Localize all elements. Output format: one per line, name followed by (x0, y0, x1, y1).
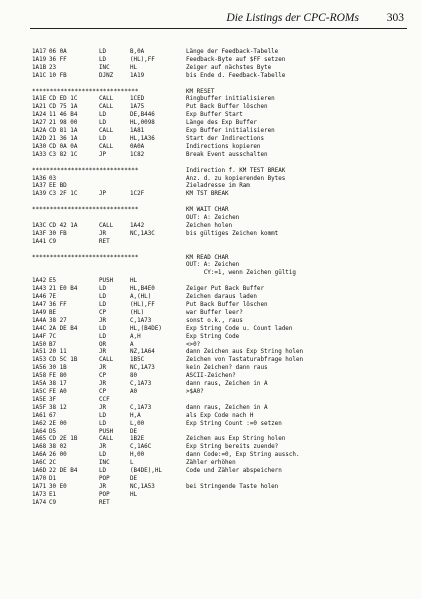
listing-opcode: LD (99, 420, 107, 427)
listing-operands: 1A81 (130, 128, 145, 135)
listing-bytes: CD 42 1A (49, 222, 78, 229)
listing-bytes: 2E 00 (49, 420, 67, 427)
listing-comment: Code und Zähler abspeichern (186, 468, 282, 475)
listing-bytes: E1 (49, 491, 57, 498)
listing-bytes: 38 27 (49, 317, 67, 324)
listing-bytes: CD 5C 1B (49, 357, 78, 364)
listing-bytes: C3 82 1C (49, 151, 78, 158)
listing-line (32, 65, 412, 73)
listing-address: 1A1E (32, 96, 47, 103)
listing-bytes: E5 (49, 278, 57, 285)
listing-line (32, 176, 412, 184)
listing-line (32, 231, 412, 239)
listing-comment: OUT: A: Zeichen (186, 215, 240, 222)
listing-line (32, 326, 412, 334)
listing-opcode: JP (99, 191, 107, 198)
listing-operands: 1B5C (130, 357, 145, 364)
listing-address: 1A37 (32, 183, 47, 190)
listing-opcode: LD (99, 302, 107, 308)
listing-comment: Feedback-Byte auf $FF setzen (186, 56, 286, 63)
listing-address: 1A70 (32, 475, 47, 482)
listing-address: 1A27 (32, 120, 47, 127)
listing-address: 1A51 (32, 349, 47, 356)
listing-operands: HL,1A36 (130, 135, 155, 142)
listing-bytes: 2C (49, 460, 57, 467)
listing-opcode: CALL (99, 104, 114, 111)
listing-bytes: 03 (49, 175, 57, 182)
listing-line (32, 144, 412, 152)
listing-comment: Ringbuffer initialisieren (186, 96, 275, 103)
listing-comment: Exp String bereits zuende? (186, 444, 279, 451)
listing-line (32, 270, 412, 278)
listing-address: 1A73 (32, 491, 47, 498)
listing-operands: 1C82 (130, 151, 145, 158)
listing-address: 1A5C (32, 388, 47, 395)
listing-comment: sonst o.k., raus (186, 317, 243, 324)
listing-comment: CY:=1, wenn Zeichen gültig (186, 270, 296, 277)
listing-address: 1A33 (32, 151, 47, 158)
listing-bytes: 30 E0 (49, 483, 67, 490)
listing-operands: NC,1A53 (130, 483, 155, 490)
listing-line (32, 152, 412, 160)
listing-comment: >$A0? (186, 388, 204, 395)
listing-address: 1A21 (32, 104, 47, 111)
listing-opcode: CP (99, 309, 107, 316)
listing-opcode: LD (99, 49, 107, 55)
listing-line (32, 318, 412, 326)
listing-line (32, 112, 412, 120)
listing-address: 1A42 (32, 278, 47, 285)
listing-address: 1A68 (32, 444, 47, 451)
listing-comment: OUT: A: Zeichen (186, 262, 240, 269)
listing-address: 1A41 (32, 238, 47, 245)
listing-bytes: 20 11 (49, 349, 67, 356)
listing-comment: Exp Buffer initialisieren (186, 128, 275, 135)
listing-line (32, 365, 412, 373)
listing-comment: war Buffer leer? (186, 309, 243, 316)
listing-operands: B,0A (130, 49, 145, 55)
listing-opcode: PUSH (99, 278, 114, 285)
listing-bytes: 36 FF (49, 302, 67, 308)
listing-line (32, 460, 412, 468)
listing-line (32, 357, 412, 365)
listing-address: 1A6C (32, 460, 47, 467)
listing-line (32, 183, 412, 191)
listing-opcode: INC (99, 460, 110, 467)
listing-comment: bis gültiges Zeichen kommt (186, 230, 279, 237)
listing-bytes: BE (49, 309, 57, 316)
listing-opcode: DJNZ (99, 72, 114, 79)
listing-line (32, 128, 412, 136)
listing-comment: Start der Indirections (186, 135, 265, 142)
listing-address: 1A19 (32, 56, 47, 63)
listing-bytes: 23 (49, 64, 57, 71)
listing-line (32, 468, 412, 476)
listing-opcode: POP (99, 491, 110, 498)
listing-comment: dann raus, Zeichen in A (186, 404, 268, 411)
listing-line (32, 223, 412, 231)
listing-line (32, 120, 412, 128)
listing-operands: (B4DE),HL (130, 468, 162, 475)
listing-comment: Zeichen holen (186, 222, 233, 229)
listing-operands: A,(HL) (130, 294, 152, 301)
listing-opcode: LD (99, 135, 107, 142)
listing-comment: dann raus, Zeichen in A (186, 381, 268, 388)
listing-address: 1A62 (32, 420, 47, 427)
listing-opcode: CCF (99, 396, 110, 403)
listing-comment: Break Event ausschalten (186, 151, 268, 158)
listing-bytes: 21 36 1A (49, 135, 78, 142)
listing-comment: bis Ende d. Feedback-Tabelle (186, 72, 286, 79)
listing-opcode: CALL (99, 128, 114, 135)
listing-operands: 1CED (130, 96, 145, 103)
listing-bytes: 7C (49, 333, 57, 340)
listing-line (32, 484, 412, 492)
listing-operands: C,1A73 (130, 317, 152, 324)
listing-operands: HL,(B4DE) (130, 325, 162, 332)
listing-comment: KM READ CHAR (186, 254, 229, 261)
listing-comment: Zeichen von Tastaturabfrage holen (186, 357, 304, 364)
listing-bytes: 3F (49, 396, 57, 403)
listing-bytes: C3 2F 1C (49, 191, 78, 198)
listing-operands: A0 (130, 388, 138, 395)
listing-opcode: JR (99, 381, 107, 388)
listing-line (32, 436, 412, 444)
listing-line (32, 89, 412, 97)
listing-comment: Länge des Exp Buffer (186, 120, 257, 127)
listing-bytes: 30 FB (49, 230, 67, 237)
listing-line (32, 96, 412, 104)
listing-comment: Exp Buffer Start (186, 112, 243, 119)
assembly-listing (32, 49, 412, 508)
listing-address: 1A4A (32, 317, 47, 324)
listing-comment: Exp String Code u. Count laden (186, 325, 293, 332)
listing-comment: Anz. d. zu kopierenden Bytes (186, 175, 286, 182)
listing-comment: bei Stringende Taste holen (186, 483, 279, 490)
listing-bytes: D5 (49, 428, 57, 435)
listing-opcode: RET (99, 499, 110, 506)
listing-operands: C,1A6C (130, 444, 152, 451)
listing-line (32, 215, 412, 223)
listing-opcode: LD (99, 286, 107, 293)
listing-operands: 1B2E (130, 436, 145, 443)
listing-line (32, 476, 412, 484)
listing-address: 1A46 (32, 294, 47, 301)
listing-bytes: EE BD (49, 183, 67, 190)
listing-comment: Zieladresse im Ram (186, 183, 250, 190)
listing-comment: Exp String Count :=0 setzen (186, 420, 282, 427)
listing-comment: Indirections kopieren (186, 143, 261, 150)
listing-opcode: LD (99, 325, 107, 332)
listing-address: 1A74 (32, 499, 47, 506)
listing-line (32, 294, 412, 302)
listing-opcode: LD (99, 412, 107, 419)
listing-comment: Länge der Feedback-Tabelle (186, 49, 279, 55)
listing-opcode: CALL (99, 143, 114, 150)
listing-bytes: D1 (49, 475, 57, 482)
listing-comment: Zeichen daraus laden (186, 294, 257, 301)
listing-bytes: 36 FF (49, 56, 67, 63)
listing-comment: KM RESET (186, 88, 215, 95)
listing-operands: A,H (130, 333, 141, 340)
listing-opcode: JR (99, 483, 107, 490)
listing-bytes: CD 2E 1B (49, 436, 78, 443)
listing-line (32, 255, 412, 263)
listing-opcode: JR (99, 349, 107, 356)
listing-comment: KM WAIT CHAR (186, 207, 229, 214)
listing-line (32, 239, 412, 247)
listing-opcode: JR (99, 230, 107, 237)
listing-bytes: 38 12 (49, 404, 67, 411)
listing-address: 1A17 (32, 49, 47, 55)
listing-bytes: 21 E0 B4 (49, 286, 78, 293)
listing-address: 1A56 (32, 365, 47, 372)
listing-opcode: CP (99, 373, 107, 380)
listing-operands: H,00 (130, 452, 145, 459)
listing-opcode: JP (99, 151, 107, 158)
listing-address: 1A5E (32, 396, 47, 403)
listing-opcode: OR (99, 341, 107, 348)
listing-operands: 1A19 (130, 72, 145, 79)
listing-address: 1A3C (32, 222, 47, 229)
header-rule (30, 28, 407, 29)
listing-bytes: CD 0A 0A (49, 143, 78, 150)
listing-line (32, 160, 412, 168)
listing-operands: NC,1A3C (130, 230, 155, 237)
listing-bytes: 21 98 00 (49, 120, 78, 127)
listing-operands: HL (130, 64, 138, 71)
listing-opcode: PUSH (99, 428, 114, 435)
listing-bytes: 38 17 (49, 381, 67, 388)
listing-line (32, 373, 412, 381)
listing-opcode: RET (99, 238, 110, 245)
running-title: Die Listings der CPC-ROMs (226, 12, 359, 24)
listing-address: 1A1C (32, 72, 47, 79)
listing-opcode: CALL (99, 222, 114, 229)
listing-operands: NZ,1A64 (130, 349, 155, 356)
listing-line (32, 136, 412, 144)
listing-comment: Exp String Code (186, 333, 240, 340)
listing-line (32, 191, 412, 199)
listing-address: ****************************** (32, 88, 139, 95)
listing-operands: NC,1A73 (130, 365, 155, 372)
listing-operands: HL (130, 491, 138, 498)
listing-line (32, 207, 412, 215)
listing-bytes: 38 02 (49, 444, 67, 451)
listing-line (32, 199, 412, 207)
listing-address: ****************************** (32, 254, 139, 261)
listing-operands: C,1A73 (130, 404, 152, 411)
listing-address: 1A5A (32, 381, 47, 388)
listing-operands: (HL) (130, 309, 145, 316)
listing-bytes: CD 75 1A (49, 104, 78, 111)
listing-line (32, 247, 412, 255)
listing-line (32, 500, 412, 508)
listing-operands: 1A42 (130, 222, 145, 229)
listing-line (32, 452, 412, 460)
listing-operands: 0A0A (130, 143, 145, 150)
listing-operands: L (130, 460, 134, 467)
listing-bytes: 30 1B (49, 365, 67, 372)
listing-address: 1A6D (32, 468, 47, 475)
listing-opcode: LD (99, 120, 107, 127)
listing-line (32, 73, 412, 81)
listing-comment: kein Zeichen? dann raus (186, 365, 268, 372)
listing-address: 1A24 (32, 112, 47, 119)
listing-address: 1A4C (32, 325, 47, 332)
listing-line (32, 381, 412, 389)
listing-bytes: C9 (49, 499, 57, 506)
listing-line (32, 57, 412, 65)
listing-address: 1A61 (32, 412, 47, 419)
listing-bytes: B7 (49, 341, 57, 348)
listing-operands: DE (130, 475, 138, 482)
listing-operands: HL (130, 278, 138, 285)
listing-comment: KM TST BREAK (186, 191, 229, 198)
listing-address: 1A1B (32, 64, 47, 71)
listing-address: 1A5F (32, 404, 47, 411)
listing-address: 1A6A (32, 452, 47, 459)
listing-bytes: 67 (49, 412, 57, 419)
listing-address: 1A49 (32, 309, 47, 316)
listing-opcode: CALL (99, 96, 114, 103)
listing-operands: 80 (130, 373, 138, 380)
listing-line (32, 342, 412, 350)
listing-comment: dann Zeichen aus Exp String holen (186, 349, 304, 356)
listing-address: 1A36 (32, 175, 47, 182)
listing-address: ****************************** (32, 167, 139, 174)
listing-line (32, 262, 412, 270)
listing-bytes: 26 00 (49, 452, 67, 459)
listing-comment: dann Code:=0, Exp String aussch. (186, 452, 300, 459)
listing-operands: HL,0098 (130, 120, 155, 127)
listing-line (32, 302, 412, 310)
listing-line (32, 168, 412, 176)
listing-line (32, 429, 412, 437)
listing-bytes: 10 FB (49, 72, 67, 79)
listing-comment: Zähler erhöhen (186, 460, 236, 467)
listing-opcode: CP (99, 388, 107, 395)
listing-operands: (HL),FF (130, 302, 155, 308)
listing-line (32, 389, 412, 397)
listing-opcode: LD (99, 333, 107, 340)
listing-opcode: JR (99, 404, 107, 411)
listing-operands: DE,B446 (130, 112, 155, 119)
listing-address: 1A2A (32, 128, 47, 135)
listing-address: 1A64 (32, 428, 47, 435)
listing-operands: (HL),FF (130, 56, 155, 63)
listing-bytes: 11 46 B4 (49, 112, 78, 119)
listing-bytes: C9 (49, 238, 57, 245)
listing-opcode: INC (99, 64, 110, 71)
listing-operands: 1A75 (130, 104, 145, 111)
listing-bytes: 2A DE B4 (49, 325, 78, 332)
listing-opcode: CALL (99, 357, 114, 364)
listing-comment: Put Back Buffer löschen (186, 302, 268, 308)
listing-line (32, 81, 412, 89)
listing-operands: C,1A73 (130, 381, 152, 388)
listing-operands: A (130, 341, 134, 348)
listing-opcode: LD (99, 452, 107, 459)
listing-line (32, 405, 412, 413)
listing-comment: Zeiger auf nächstes Byte (186, 64, 272, 71)
listing-opcode: LD (99, 468, 107, 475)
listing-operands: DE (130, 428, 138, 435)
listing-opcode: LD (99, 56, 107, 63)
listing-line (32, 492, 412, 500)
listing-opcode: JR (99, 317, 107, 324)
listing-opcode: POP (99, 475, 110, 482)
listing-line (32, 286, 412, 294)
page-number: 303 (386, 12, 404, 24)
listing-address: 1A47 (32, 302, 47, 308)
listing-bytes: FE 80 (49, 373, 67, 380)
listing-opcode: JR (99, 365, 107, 372)
listing-operands: L,00 (130, 420, 145, 427)
listing-line (32, 49, 412, 57)
listing-address: 1A58 (32, 373, 47, 380)
listing-address: 1A4F (32, 333, 47, 340)
listing-comment: Put Back Buffer löschen (186, 104, 268, 111)
listing-bytes: FE A0 (49, 388, 67, 395)
listing-line (32, 397, 412, 405)
listing-bytes: 7E (49, 294, 57, 301)
listing-line (32, 349, 412, 357)
listing-operands: 1C2F (130, 191, 145, 198)
listing-line (32, 413, 412, 421)
listing-line (32, 444, 412, 452)
listing-comment: Zeiger Put Back Buffer (186, 286, 265, 293)
listing-line (32, 421, 412, 429)
listing-operands: HL,B4E0 (130, 286, 155, 293)
page-header (0, 8, 421, 32)
listing-line (32, 310, 412, 318)
listing-opcode: LD (99, 112, 107, 119)
listing-comment: Indirection f. KM TEST BREAK (186, 167, 286, 174)
listing-comment: Zeichen aus Exp String holen (186, 436, 286, 443)
listing-line (32, 278, 412, 286)
listing-opcode: JR (99, 444, 107, 451)
listing-address: 1A53 (32, 357, 47, 364)
listing-comment: <>0? (186, 341, 201, 348)
listing-line (32, 104, 412, 112)
listing-address: ****************************** (32, 207, 139, 214)
listing-opcode: CALL (99, 436, 114, 443)
listing-opcode: LD (99, 294, 107, 301)
listing-address: 1A50 (32, 341, 47, 348)
listing-address: 1A2D (32, 135, 47, 142)
listing-line (32, 334, 412, 342)
listing-address: 1A39 (32, 191, 47, 198)
listing-operands: H,A (130, 412, 141, 419)
listing-bytes: CD 81 1A (49, 128, 78, 135)
listing-address: 1A65 (32, 436, 47, 443)
listing-bytes: 22 DE B4 (49, 468, 78, 475)
listing-bytes: CD ED 1C (49, 96, 78, 103)
listing-address: 1A43 (32, 286, 47, 293)
listing-comment: ASCII-Zeichen? (186, 373, 236, 380)
listing-address: 1A71 (32, 483, 47, 490)
listing-address: 1A3F (32, 230, 47, 237)
listing-comment: als Exp Code nach H (186, 412, 254, 419)
listing-address: 1A30 (32, 143, 47, 150)
listing-bytes: 06 0A (49, 49, 67, 55)
